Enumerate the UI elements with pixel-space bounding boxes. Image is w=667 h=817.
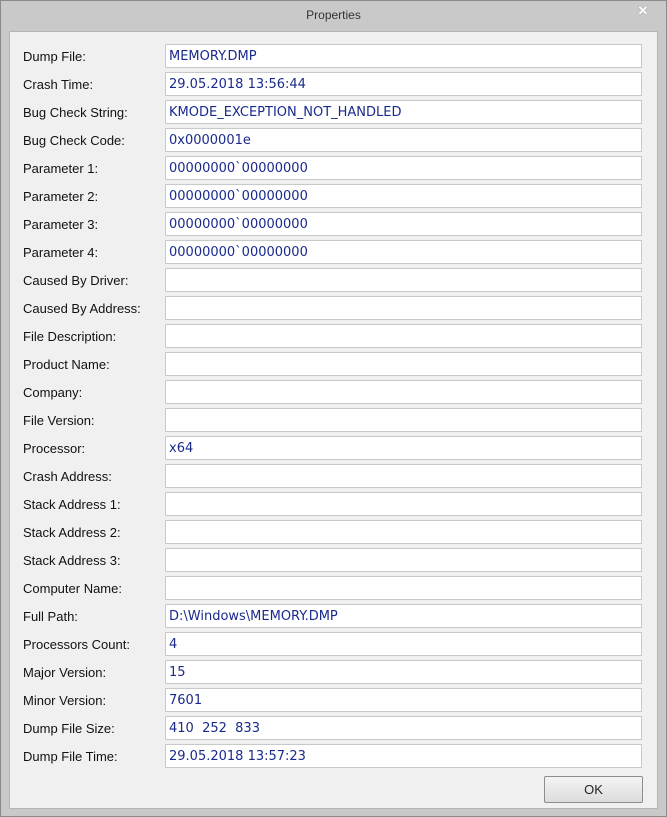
property-row [10, 212, 657, 236]
property-value: 7601 [169, 693, 203, 708]
property-label: Bug Check String: [23, 105, 128, 120]
property-label: Crash Address: [23, 469, 112, 484]
property-value-field[interactable] [165, 324, 642, 348]
property-label: Stack Address 3: [23, 553, 121, 568]
property-label: Stack Address 2: [23, 525, 121, 540]
property-row [10, 520, 657, 544]
property-label: Crash Time: [23, 77, 94, 92]
property-row [10, 688, 657, 712]
property-row [10, 436, 657, 460]
property-label: File Description: [23, 329, 117, 344]
property-value-field[interactable] [165, 156, 642, 180]
property-row [10, 408, 657, 432]
property-value-field[interactable] [165, 716, 642, 740]
property-row [10, 240, 657, 264]
property-value: 29.05.2018 13:56:44 [169, 77, 306, 92]
property-row [10, 380, 657, 404]
window-title: Properties [306, 8, 361, 22]
property-row [10, 72, 657, 96]
title-bar [1, 1, 666, 30]
property-value-field[interactable] [165, 212, 642, 236]
property-label: Processors Count: [23, 637, 130, 652]
property-value-field[interactable] [165, 688, 642, 712]
property-value-field[interactable] [165, 660, 642, 684]
property-value-field[interactable] [165, 520, 642, 544]
property-value-field[interactable] [165, 268, 642, 292]
property-row [10, 576, 657, 600]
property-value-field[interactable] [165, 352, 642, 376]
property-label: Dump File: [23, 49, 86, 64]
property-value: 410 252 833 [169, 721, 260, 736]
property-row [10, 156, 657, 180]
property-label: Dump File Time: [23, 749, 118, 764]
property-value: 00000000`00000000 [169, 217, 308, 232]
property-label: Caused By Driver: [23, 273, 129, 288]
properties-panel [9, 31, 658, 809]
property-row [10, 660, 657, 684]
property-row [10, 716, 657, 740]
property-label: Computer Name: [23, 581, 122, 596]
property-value-field[interactable] [165, 464, 642, 488]
property-value-field[interactable] [165, 492, 642, 516]
property-label: Company: [23, 385, 83, 400]
property-label: Stack Address 1: [23, 497, 121, 512]
property-label: Bug Check Code: [23, 133, 125, 148]
property-value: MEMORY.DMP [169, 49, 257, 64]
ok-button[interactable]: OK [544, 776, 643, 803]
property-label: Parameter 3: [23, 217, 99, 232]
property-value: 29.05.2018 13:57:23 [169, 749, 306, 764]
property-row [10, 548, 657, 572]
property-row [10, 352, 657, 376]
property-label: Parameter 1: [23, 161, 99, 176]
property-row [10, 184, 657, 208]
property-value: 00000000`00000000 [169, 245, 308, 260]
property-value-field[interactable] [165, 744, 642, 768]
property-row [10, 296, 657, 320]
property-value-field[interactable] [165, 44, 642, 68]
property-row [10, 324, 657, 348]
property-label: Minor Version: [23, 693, 107, 708]
property-value: KMODE_EXCEPTION_NOT_HANDLED [169, 105, 402, 120]
property-row [10, 492, 657, 516]
property-label: Caused By Address: [23, 301, 141, 316]
property-row [10, 44, 657, 68]
property-row [10, 464, 657, 488]
property-label: Product Name: [23, 357, 110, 372]
property-label: Parameter 4: [23, 245, 99, 260]
property-row [10, 632, 657, 656]
property-value: 4 [169, 637, 178, 652]
property-value-field[interactable] [165, 100, 642, 124]
property-value: 00000000`00000000 [169, 161, 308, 176]
property-row [10, 604, 657, 628]
property-value-field[interactable] [165, 296, 642, 320]
property-value-field[interactable] [165, 436, 642, 460]
property-value-field[interactable] [165, 128, 642, 152]
property-row [10, 128, 657, 152]
property-value: 0x0000001e [169, 133, 251, 148]
property-value: D:\Windows\MEMORY.DMP [169, 609, 338, 624]
property-row [10, 268, 657, 292]
property-value-field[interactable] [165, 184, 642, 208]
property-label: Full Path: [23, 609, 78, 624]
property-row [10, 744, 657, 768]
property-value-field[interactable] [165, 240, 642, 264]
property-value-field[interactable] [165, 72, 642, 96]
property-value-field[interactable] [165, 604, 642, 628]
property-value-field[interactable] [165, 576, 642, 600]
property-label: Major Version: [23, 665, 107, 680]
property-value-field[interactable] [165, 548, 642, 572]
property-label: Dump File Size: [23, 721, 115, 736]
property-value: 15 [169, 665, 186, 680]
property-value-field[interactable] [165, 408, 642, 432]
property-value-field[interactable] [165, 380, 642, 404]
property-value-field[interactable] [165, 632, 642, 656]
property-label: Parameter 2: [23, 189, 99, 204]
property-value: 00000000`00000000 [169, 189, 308, 204]
property-value: x64 [169, 441, 194, 456]
property-label: Processor: [23, 441, 86, 456]
close-icon[interactable]: ✕ [637, 2, 649, 18]
property-label: File Version: [23, 413, 95, 428]
property-row [10, 100, 657, 124]
